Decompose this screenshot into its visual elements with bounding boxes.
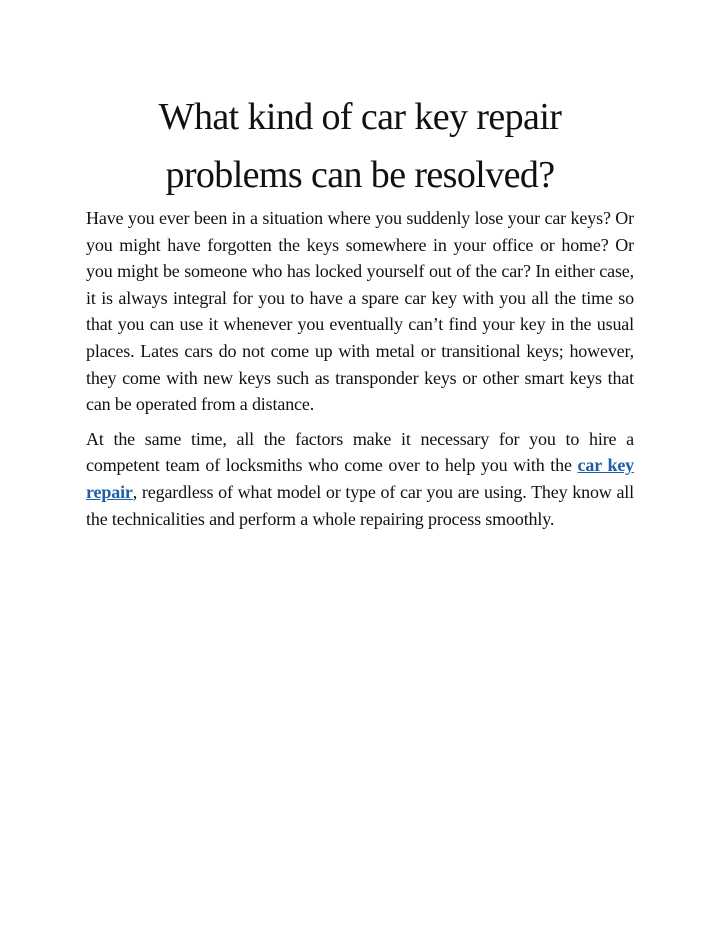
- page-title: What kind of car key repair problems can be resolved?: [158, 96, 562, 196]
- paragraph-2: [86, 426, 634, 532]
- article-body: [86, 205, 634, 540]
- paragraph-2-text-before-link: At the same time, all the factors make it necessary for you to hire a competent team of locksmiths who come over to help you with the: [86, 428, 634, 476]
- paragraph-1: Have you ever been in a situation where you suddenly lose your car keys? Or you might have forgotten the keys somewhere in your office or home? Or you might be someone who has locked yourself out of the car? In either case, it is always integral for you to have a spare car key with you all the time so that you can use it whenever you eventually can’t find your key in the usual places. Lates cars do not come up with metal or transitional keys; however, they come with new keys such as transponder keys or other smart keys that can be operated from a distance.: [86, 208, 634, 415]
- car-key-repair-link[interactable]: car key repair: [86, 455, 635, 502]
- paragraph-2-text-after-link: , regardless of what model or type of car you are using. They know all the technicalities and perform a whole repairing process smoothly.: [86, 481, 634, 529]
